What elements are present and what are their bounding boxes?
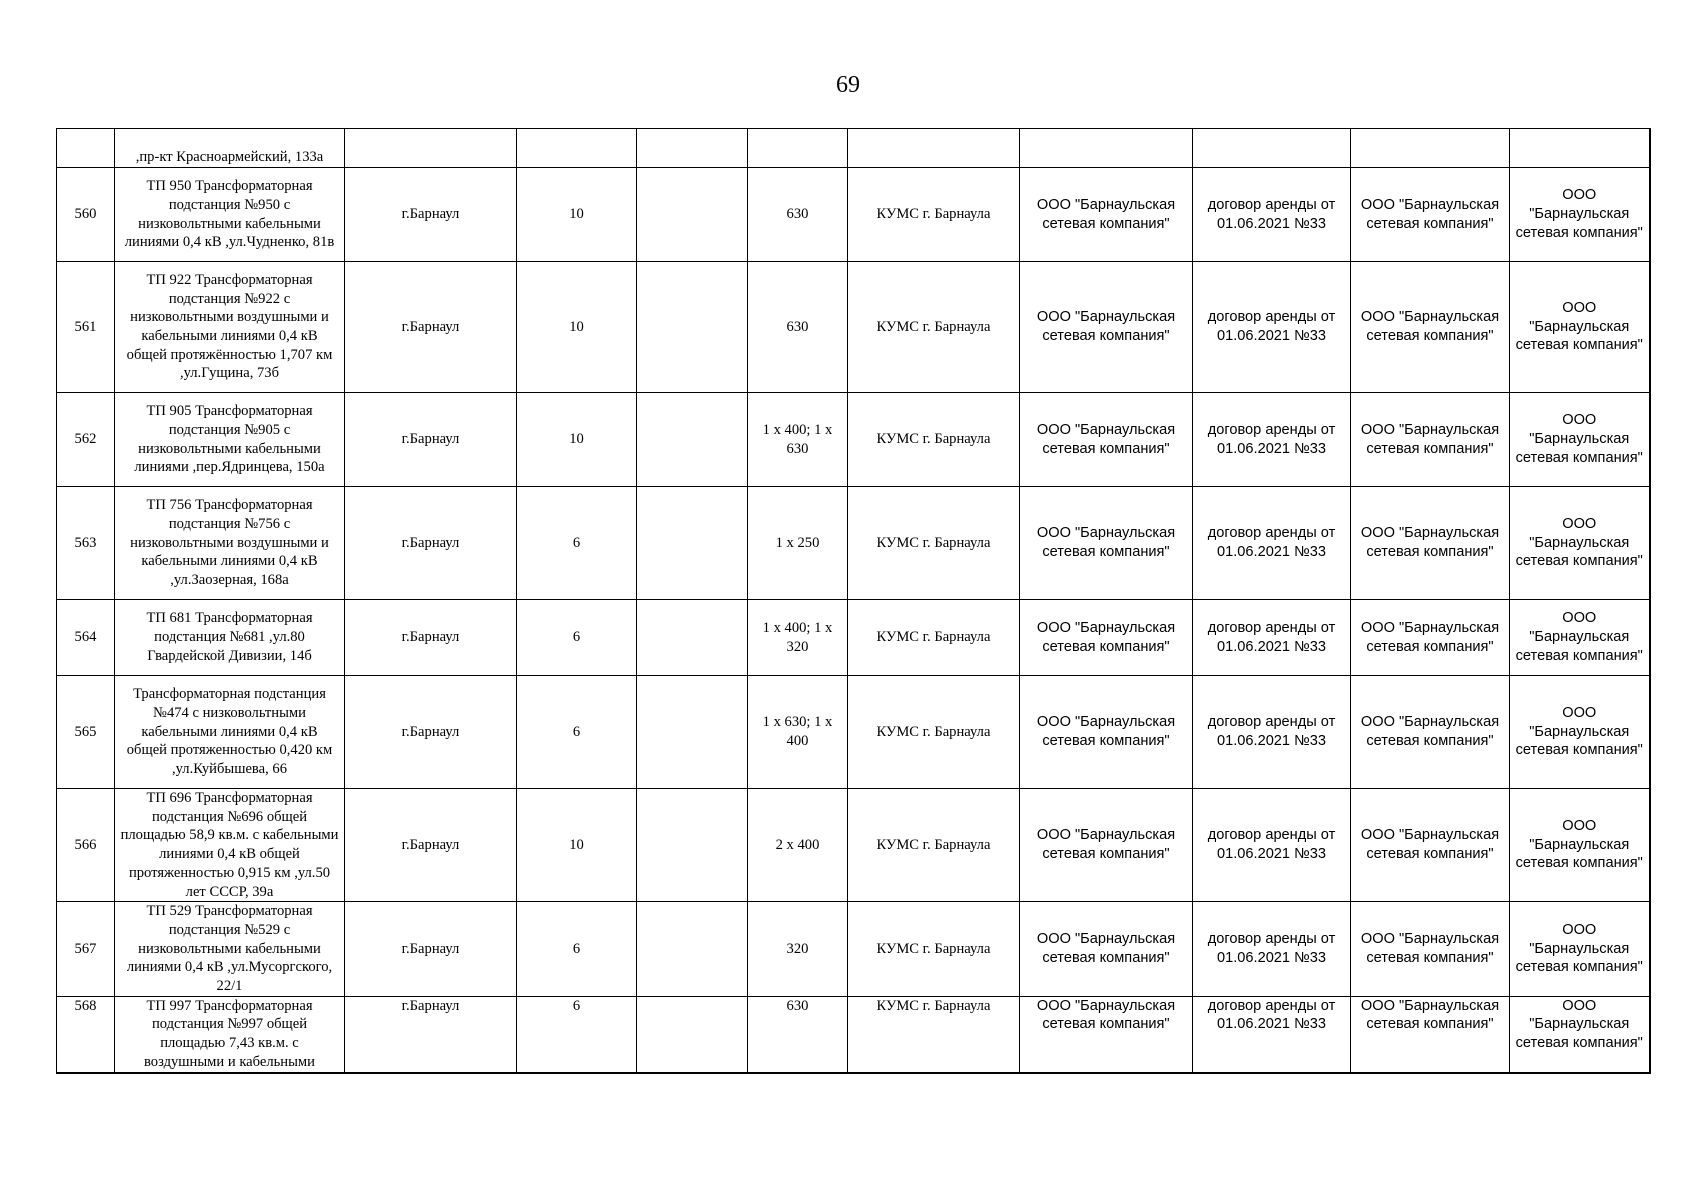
cell-object: ТП 922 Трансформаторная подстанция №922 с низковольтными воздушными и кабельными линиями 0,4 кВ общей протяжённостью 1,707 км ,ул.Гущина, 73б [115, 262, 345, 393]
cell-city: г.Барнаул [345, 789, 517, 902]
cell-basis: договор аренды от 01.06.2021 №33 [1193, 676, 1351, 789]
cell-num: 565 [57, 676, 115, 789]
cell-extra [637, 168, 748, 262]
table-row-continued [57, 129, 1650, 168]
cell-holder: ООО "Барнаульская сетевая компания" [1020, 262, 1193, 393]
cell-user: ООО "Барнаульская сетевая компания" [1510, 393, 1650, 487]
cell-num [57, 129, 115, 168]
cell-operator: ООО "Барнаульская сетевая компания" [1351, 789, 1510, 902]
page-number: 69 [836, 72, 860, 98]
cell-object: ТП 529 Трансформаторная подстанция №529 с низковольтными кабельными линиями 0,4 кВ ,ул.Мусоргского, 22/1 [115, 902, 345, 997]
table-row [57, 487, 1650, 600]
cell-extra [637, 902, 748, 997]
cell-num: 560 [57, 168, 115, 262]
cell-voltage: 10 [517, 393, 637, 487]
cell-user: ООО "Барнаульская сетевая компания" [1510, 600, 1650, 676]
table-row [57, 600, 1650, 676]
cell-power: 1 х 630; 1 х 400 [748, 676, 848, 789]
cell-user: ООО "Барнаульская сетевая компания" [1510, 487, 1650, 600]
cell-user: ООО "Барнаульская сетевая компания" [1510, 168, 1650, 262]
cell-operator: ООО "Барнаульская сетевая компания" [1351, 487, 1510, 600]
cell-object: ТП 950 Трансформаторная подстанция №950 с низковольтными кабельными линиями 0,4 кВ ,ул.Чудненко, 81в [115, 168, 345, 262]
cell-city [345, 129, 517, 168]
cell-user: ООО "Барнаульская сетевая компания" [1510, 262, 1650, 393]
cell-num: 563 [57, 487, 115, 600]
cell-owner [848, 129, 1020, 168]
cell-num: 568 [57, 996, 115, 1072]
cell-power: 2 х 400 [748, 789, 848, 902]
cell-extra [637, 393, 748, 487]
cell-object: Трансформаторная подстанция №474 с низковольтными кабельными линиями 0,4 кВ общей протяженностью 0,420 км ,ул.Куйбышева, 66 [115, 676, 345, 789]
table-row [57, 168, 1650, 262]
cell-power: 1 х 400; 1 х 320 [748, 600, 848, 676]
cell-basis: договор аренды от 01.06.2021 №33 [1193, 393, 1351, 487]
cell-voltage: 6 [517, 902, 637, 997]
cell-basis: договор аренды от 01.06.2021 №33 [1193, 168, 1351, 262]
cell-power: 630 [748, 996, 848, 1072]
cell-num: 561 [57, 262, 115, 393]
cell-object: ТП 681 Трансформаторная подстанция №681 ,ул.80 Гвардейской Дивизии, 14б [115, 600, 345, 676]
cell-city: г.Барнаул [345, 393, 517, 487]
cell-city: г.Барнаул [345, 996, 517, 1072]
table-row [57, 393, 1650, 487]
cell-operator [1351, 129, 1510, 168]
cell-city: г.Барнаул [345, 600, 517, 676]
cell-num: 562 [57, 393, 115, 487]
cell-owner: КУМС г. Барнаула [848, 168, 1020, 262]
cell-object: ТП 696 Трансформаторная подстанция №696 общей площадью 58,9 кв.м. с кабельными линиями 0,4 кВ общей протяженностью 0,915 км ,ул.50 лет СССР, 39а [115, 789, 345, 902]
table-row [57, 996, 1650, 1072]
cell-user: ООО "Барнаульская сетевая компания" [1510, 902, 1650, 997]
cell-owner: КУМС г. Барнаула [848, 262, 1020, 393]
cell-extra [637, 129, 748, 168]
cell-user: ООО "Барнаульская сетевая компания" [1510, 996, 1650, 1072]
cell-city: г.Барнаул [345, 262, 517, 393]
cell-voltage: 6 [517, 600, 637, 676]
cell-operator: ООО "Барнаульская сетевая компания" [1351, 996, 1510, 1072]
cell-holder: ООО "Барнаульская сетевая компания" [1020, 487, 1193, 600]
cell-extra [637, 996, 748, 1072]
cell-holder [1020, 129, 1193, 168]
cell-basis: договор аренды от 01.06.2021 №33 [1193, 262, 1351, 393]
cell-holder: ООО "Барнаульская сетевая компания" [1020, 676, 1193, 789]
cell-owner: КУМС г. Барнаула [848, 487, 1020, 600]
cell-city: г.Барнаул [345, 487, 517, 600]
cell-power [748, 129, 848, 168]
cell-voltage [517, 129, 637, 168]
cell-voltage: 6 [517, 676, 637, 789]
table-row [57, 902, 1650, 997]
cell-num: 566 [57, 789, 115, 902]
cell-city: г.Барнаул [345, 902, 517, 997]
cell-basis: договор аренды от 01.06.2021 №33 [1193, 902, 1351, 997]
cell-basis: договор аренды от 01.06.2021 №33 [1193, 996, 1351, 1072]
cell-power: 630 [748, 262, 848, 393]
cell-object: ТП 997 Трансформаторная подстанция №997 общей площадью 7,43 кв.м. с воздушными и кабельными [115, 996, 345, 1072]
cell-power: 320 [748, 902, 848, 997]
cell-power: 1 х 400; 1 х 630 [748, 393, 848, 487]
cell-extra [637, 676, 748, 789]
cell-power: 630 [748, 168, 848, 262]
cell-holder: ООО "Барнаульская сетевая компания" [1020, 996, 1193, 1072]
cell-extra [637, 600, 748, 676]
cell-object: ТП 756 Трансформаторная подстанция №756 с низковольтными воздушными и кабельными линиями 0,4 кВ ,ул.Заозерная, 168а [115, 487, 345, 600]
property-registry-table [56, 128, 1651, 1074]
cell-holder: ООО "Барнаульская сетевая компания" [1020, 789, 1193, 902]
cell-voltage: 10 [517, 168, 637, 262]
cell-voltage: 6 [517, 487, 637, 600]
cell-operator: ООО "Барнаульская сетевая компания" [1351, 676, 1510, 789]
table-row [57, 789, 1650, 902]
cell-user [1510, 129, 1650, 168]
cell-owner: КУМС г. Барнаула [848, 600, 1020, 676]
cell-user: ООО "Барнаульская сетевая компания" [1510, 676, 1650, 789]
cell-user: ООО "Барнаульская сетевая компания" [1510, 789, 1650, 902]
cell-voltage: 6 [517, 996, 637, 1072]
cell-city: г.Барнаул [345, 676, 517, 789]
cell-owner: КУМС г. Барнаула [848, 902, 1020, 997]
cell-basis: договор аренды от 01.06.2021 №33 [1193, 600, 1351, 676]
cell-operator: ООО "Барнаульская сетевая компания" [1351, 393, 1510, 487]
cell-object: ТП 905 Трансформаторная подстанция №905 с низковольтными кабельными линиями ,пер.Ядринцева, 150а [115, 393, 345, 487]
table-row [57, 676, 1650, 789]
cell-holder: ООО "Барнаульская сетевая компания" [1020, 393, 1193, 487]
cell-operator: ООО "Барнаульская сетевая компания" [1351, 168, 1510, 262]
table-row [57, 262, 1650, 393]
cell-operator: ООО "Барнаульская сетевая компания" [1351, 902, 1510, 997]
cell-owner: КУМС г. Барнаула [848, 393, 1020, 487]
cell-owner: КУМС г. Барнаула [848, 789, 1020, 902]
cell-holder: ООО "Барнаульская сетевая компания" [1020, 902, 1193, 997]
cell-extra [637, 487, 748, 600]
cell-basis [1193, 129, 1351, 168]
cell-city: г.Барнаул [345, 168, 517, 262]
cell-operator: ООО "Барнаульская сетевая компания" [1351, 262, 1510, 393]
cell-voltage: 10 [517, 789, 637, 902]
cell-extra [637, 262, 748, 393]
cell-basis: договор аренды от 01.06.2021 №33 [1193, 487, 1351, 600]
cell-owner: КУМС г. Барнаула [848, 996, 1020, 1072]
cell-basis: договор аренды от 01.06.2021 №33 [1193, 789, 1351, 902]
cell-owner: КУМС г. Барнаула [848, 676, 1020, 789]
cell-power: 1 х 250 [748, 487, 848, 600]
cell-holder: ООО "Барнаульская сетевая компания" [1020, 168, 1193, 262]
cell-num: 564 [57, 600, 115, 676]
cell-num: 567 [57, 902, 115, 997]
cell-voltage: 10 [517, 262, 637, 393]
cell-operator: ООО "Барнаульская сетевая компания" [1351, 600, 1510, 676]
cell-extra [637, 789, 748, 902]
cell-object: ,пр-кт Красноармейский, 133а [115, 129, 345, 168]
cell-holder: ООО "Барнаульская сетевая компания" [1020, 600, 1193, 676]
